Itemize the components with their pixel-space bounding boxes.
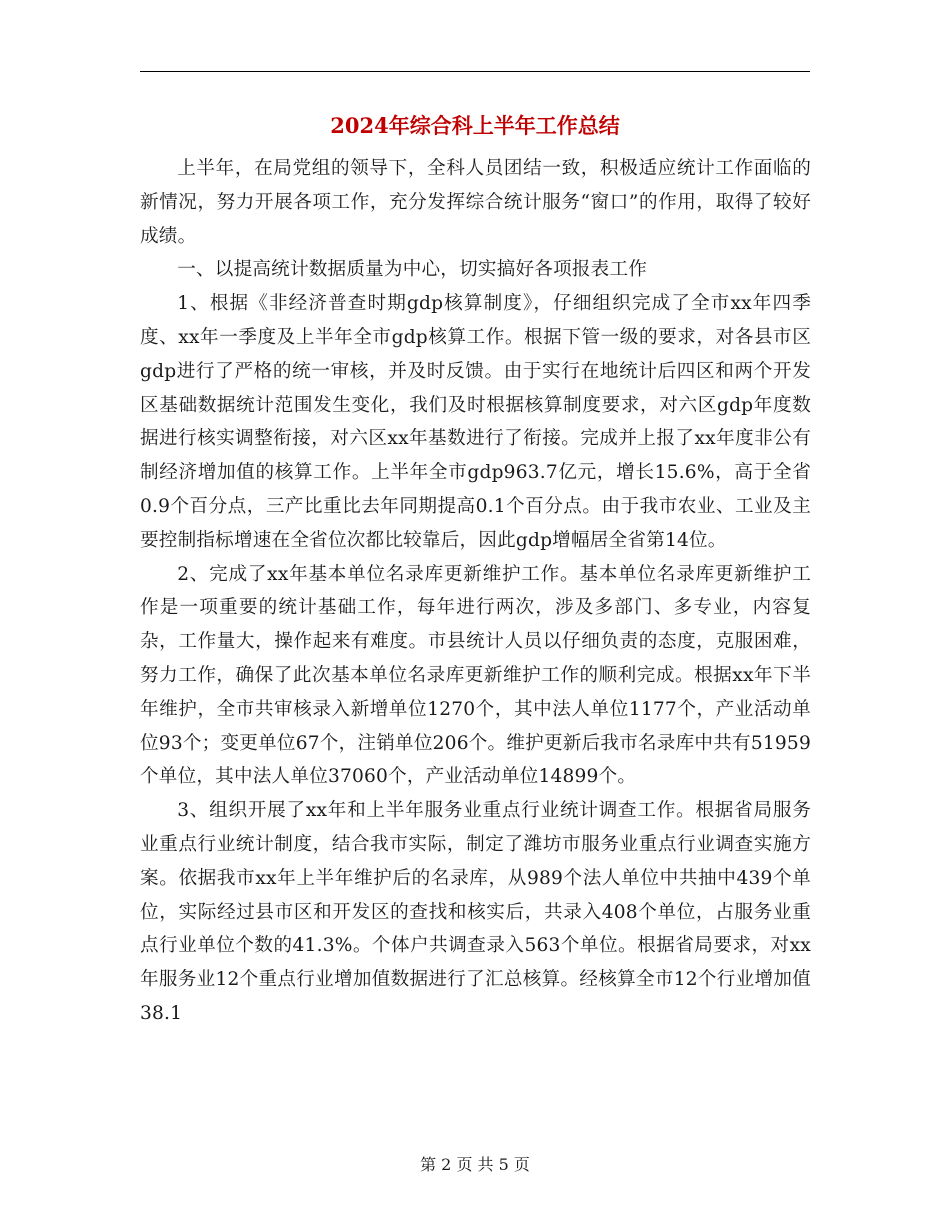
document-body (140, 152, 811, 1031)
document-title: 2024年综合科上半年工作总结 (330, 113, 620, 138)
page-number-footer: 第 2 页 共 5 页 (420, 1155, 530, 1174)
paragraph-item-2: 2、完成了xx年基本单位名录库更新维护工作。基本单位名录库更新维护工作是一项重要的统计基础工作，每年进行两次，涉及多部门、多专业，内容复杂，工作量大，操作起来有难度。市县统计人员以仔细负责的态度，克服困难，努力工作，确保了此次基本单位名录库更新维护工作的顺利完成。根据xx年下半年维护，全市共审核录入新增单位1270个，其中法人单位1177个，产业活动单位93个；变更单位67个，注销单位206个。维护更新后我市名录库中共有51959个单位，其中法人单位37060个，产业活动单位14899个。 (140, 563, 811, 788)
section-heading-1: 一、以提高统计数据质量为中心，切实搞好各项报表工作 (177, 259, 648, 281)
paragraph-item-1: 1、根据《非经济普查时期gdp核算制度》，仔细组织完成了全市xx年四季度、xx年一季度及上半年全市gdp核算工作。根据下管一级的要求，对各县市区gdp进行了严格的统一审核，并及时反馈。由于实行在地统计后四区和两个开发区基础数据统计范围发生变化，我们及时根据核算制度要求，对六区gdp年度数据进行核实调整衔接，对六区xx年基数进行了衔接。完成并上报了xx年度非公有制经济增加值的核算工作。上半年全市gdp963.7亿元，增长15.6%，高于全省0.9个百分点，三产比重比去年同期提高0.1个百分点。由于我市农业、工业及主要控制指标增速在全省位次都比较靠后，因此gdp增幅居全省第14位。 (140, 293, 811, 551)
paragraph-intro: 上半年，在局党组的领导下，全科人员团结一致，积极适应统计工作面临的新情况，努力开展各项工作，充分发挥综合统计服务“窗口”的作用，取得了较好成绩。 (140, 158, 811, 247)
paragraph-item-3: 3、组织开展了xx年和上半年服务业重点行业统计调查工作。根据省局服务业重点行业统计制度，结合我市实际，制定了潍坊市服务业重点行业调查实施方案。依据我市xx年上半年维护后的名录库，从989个法人单位中共抽中439个单位，实际经过县市区和开发区的查找和核实后，共录入408个单位，占服务业重点行业单位个数的41.3%。个体户共调查录入563个单位。根据省局要求，对xx年服务业12个重点行业增加值数据进行了汇总核算。经核算全市12个行业增加值38.1 (140, 800, 811, 1024)
header-rule (140, 71, 810, 72)
